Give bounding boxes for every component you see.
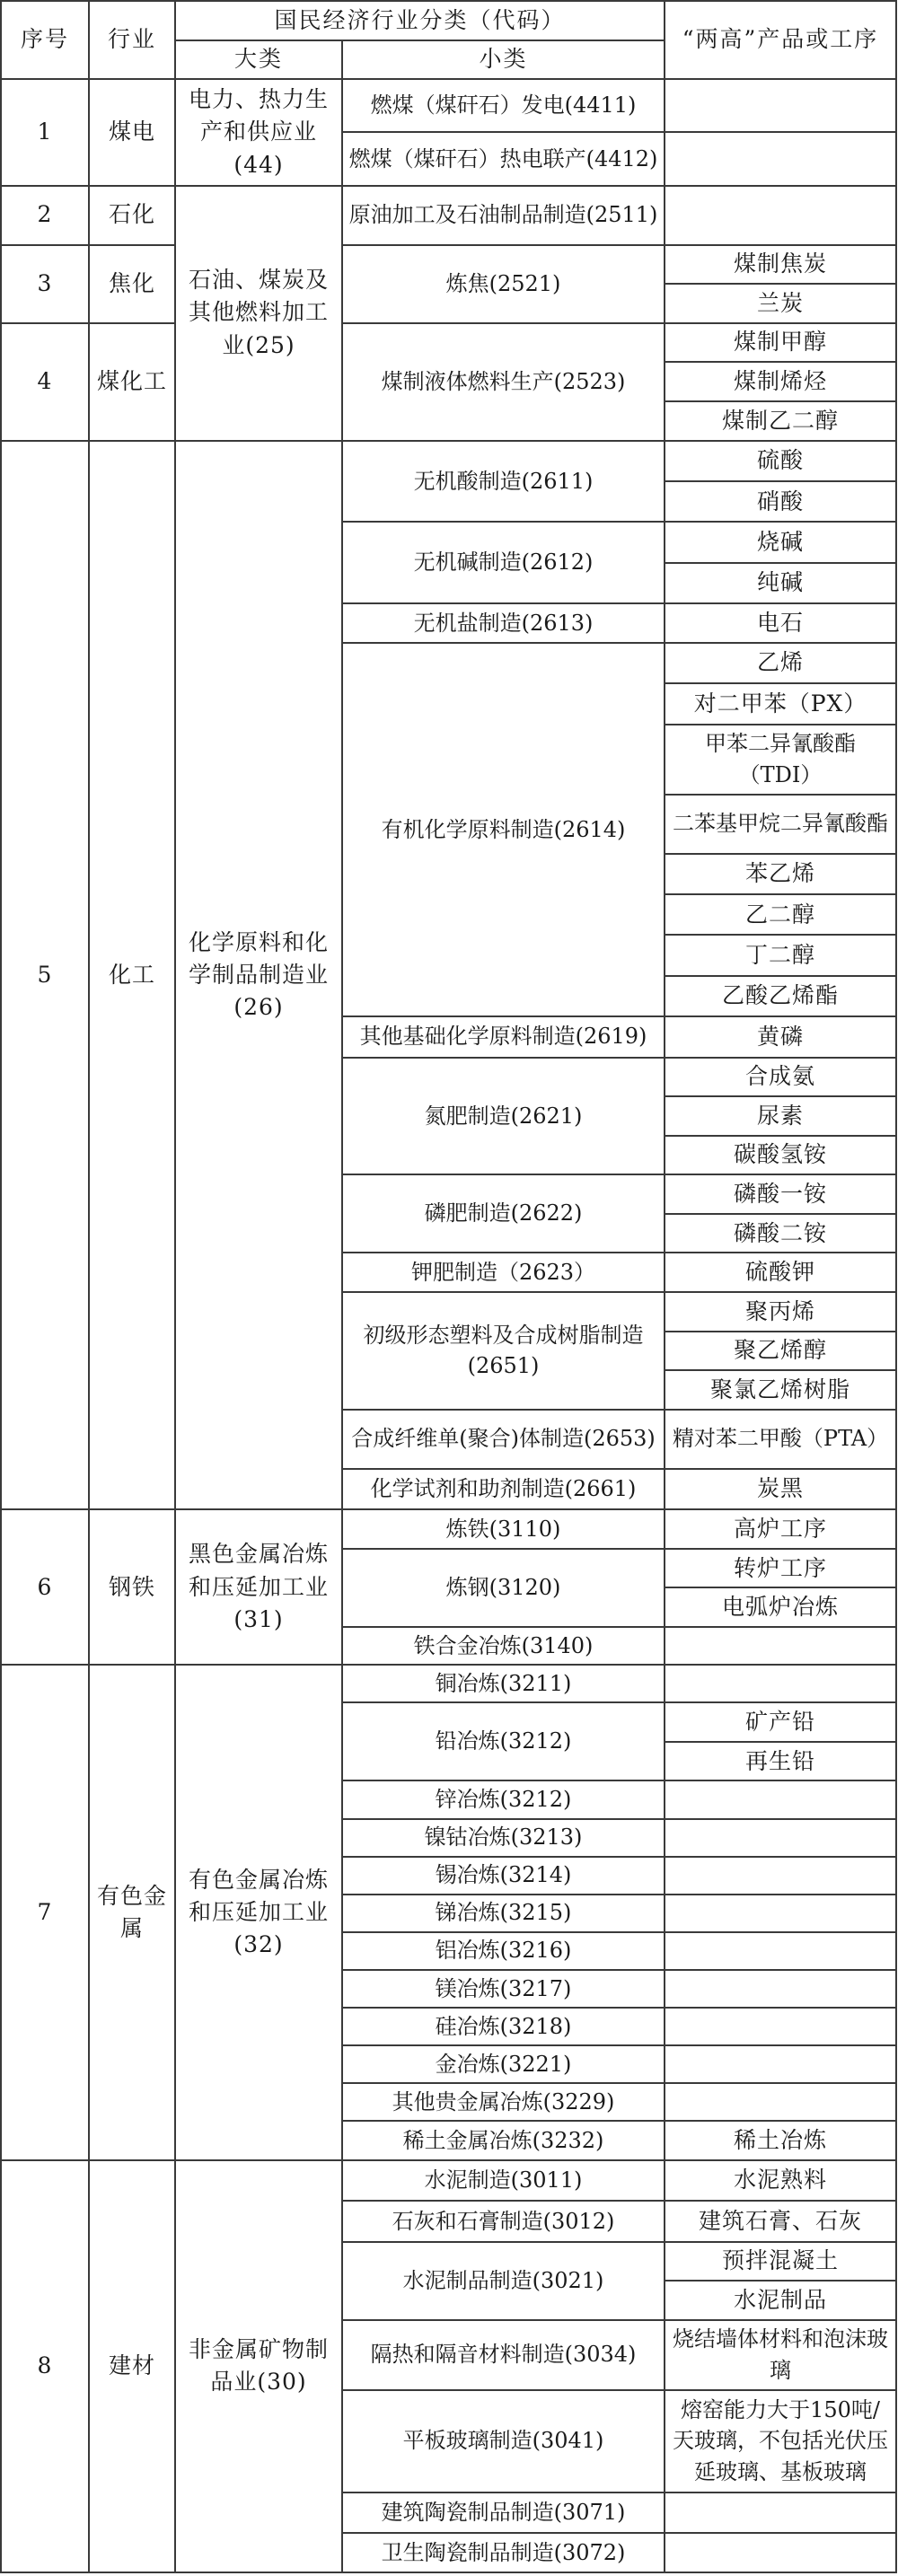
row-category: 非金属矿物制品业(30) bbox=[175, 2160, 342, 2572]
row-category: 化学原料和化学制品制造业(26) bbox=[175, 441, 342, 1510]
product-cell: 稀土冶炼 bbox=[665, 2121, 896, 2160]
row-category: 黑色金属冶炼和压延加工业(31) bbox=[175, 1509, 342, 1665]
subcategory-cell: 炼铁(3110) bbox=[342, 1509, 665, 1549]
product-cell bbox=[665, 1665, 896, 1702]
header-row bbox=[1, 1, 896, 40]
product-cell: 磷酸二铵 bbox=[665, 1214, 896, 1253]
subcategory-cell: 隔热和隔音材料制造(3034) bbox=[342, 2320, 665, 2390]
row-industry: 有色金属 bbox=[89, 1665, 175, 2160]
product-cell bbox=[665, 2045, 896, 2083]
product-cell: 再生铅 bbox=[665, 1742, 896, 1781]
product-cell bbox=[665, 1819, 896, 1857]
row-seq: 8 bbox=[1, 2160, 89, 2572]
product-cell: 尿素 bbox=[665, 1096, 896, 1136]
product-cell: 纯碱 bbox=[665, 563, 896, 603]
product-cell: 电弧炉冶炼 bbox=[665, 1587, 896, 1627]
product-cell: 硝酸 bbox=[665, 481, 896, 522]
product-cell bbox=[665, 1627, 896, 1665]
product-cell: 烧结墙体材料和泡沫玻璃 bbox=[665, 2320, 896, 2390]
product-cell: 电石 bbox=[665, 603, 896, 643]
header-industry: 行业 bbox=[89, 1, 175, 79]
subcategory-cell: 燃煤（煤矸石）发电(4411) bbox=[342, 79, 665, 132]
product-cell: 乙二醇 bbox=[665, 894, 896, 935]
subcategory-cell: 硅冶炼(3218) bbox=[342, 2008, 665, 2045]
subcategory-cell: 铅冶炼(3212) bbox=[342, 1702, 665, 1780]
product-cell: 聚丙烯 bbox=[665, 1292, 896, 1332]
product-cell bbox=[665, 1895, 896, 1932]
table-body bbox=[1, 1, 896, 2572]
product-cell: 对二甲苯（PX） bbox=[665, 683, 896, 724]
subcategory-cell: 石灰和石膏制造(3012) bbox=[342, 2201, 665, 2241]
table-row bbox=[1, 186, 896, 245]
row-category: 电力、热力生产和供应业(44) bbox=[175, 79, 342, 185]
product-cell: 转炉工序 bbox=[665, 1549, 896, 1588]
subcategory-cell: 水泥制品制造(3021) bbox=[342, 2242, 665, 2320]
product-cell: 精对苯二甲酸（PTA） bbox=[665, 1410, 896, 1469]
subcategory-cell: 氮肥制造(2621) bbox=[342, 1058, 665, 1175]
product-cell bbox=[665, 2492, 896, 2533]
row-industry: 煤化工 bbox=[89, 323, 175, 441]
product-cell: 矿产铅 bbox=[665, 1702, 896, 1742]
table-row bbox=[1, 441, 896, 481]
subcategory-cell: 镁冶炼(3217) bbox=[342, 1970, 665, 2008]
subcategory-cell: 平板玻璃制造(3041) bbox=[342, 2390, 665, 2492]
table-row bbox=[1, 1665, 896, 1702]
product-cell: 硫酸钾 bbox=[665, 1253, 896, 1292]
product-cell: 煤制烯烃 bbox=[665, 362, 896, 401]
row-industry: 建材 bbox=[89, 2160, 175, 2572]
table-row bbox=[1, 245, 896, 285]
product-cell: 硫酸 bbox=[665, 441, 896, 481]
product-cell bbox=[665, 1857, 896, 1895]
subcategory-cell: 原油加工及石油制品制造(2511) bbox=[342, 186, 665, 245]
header-seq: 序号 bbox=[1, 1, 89, 79]
subcategory-cell: 煤制液体燃料生产(2523) bbox=[342, 323, 665, 441]
product-cell bbox=[665, 186, 896, 245]
product-cell bbox=[665, 2083, 896, 2121]
product-cell: 黄磷 bbox=[665, 1016, 896, 1057]
product-cell: 合成氨 bbox=[665, 1058, 896, 1097]
header-classification: 国民经济行业分类（代码） bbox=[175, 1, 665, 40]
subcategory-cell: 稀土金属冶炼(3232) bbox=[342, 2121, 665, 2160]
product-cell: 丁二醇 bbox=[665, 935, 896, 975]
product-cell: 建筑石膏、石灰 bbox=[665, 2201, 896, 2241]
subcategory-cell: 化学试剂和助剂制造(2661) bbox=[342, 1469, 665, 1509]
product-cell: 高炉工序 bbox=[665, 1509, 896, 1549]
product-cell bbox=[665, 79, 896, 132]
subcategory-cell: 铜冶炼(3211) bbox=[342, 1665, 665, 1702]
subcategory-cell: 建筑陶瓷制品制造(3071) bbox=[342, 2492, 665, 2533]
subcategory-cell: 有机化学原料制造(2614) bbox=[342, 643, 665, 1016]
product-cell: 兰炭 bbox=[665, 284, 896, 323]
table-row bbox=[1, 2160, 896, 2201]
header-products: “两高”产品或工序 bbox=[665, 1, 896, 79]
subcategory-cell: 无机酸制造(2611) bbox=[342, 441, 665, 523]
product-cell: 聚氯乙烯树脂 bbox=[665, 1370, 896, 1410]
product-cell: 甲苯二异氰酸酯（TDI） bbox=[665, 725, 896, 795]
product-cell: 煤制焦炭 bbox=[665, 245, 896, 285]
product-cell: 煤制乙二醇 bbox=[665, 401, 896, 441]
row-category: 有色金属冶炼和压延加工业(32) bbox=[175, 1665, 342, 2160]
subcategory-cell: 其他基础化学原料制造(2619) bbox=[342, 1016, 665, 1057]
subcategory-cell: 铁合金冶炼(3140) bbox=[342, 1627, 665, 1665]
product-cell: 二苯基甲烷二异氰酸酯 bbox=[665, 795, 896, 854]
subcategory-cell: 水泥制造(3011) bbox=[342, 2160, 665, 2201]
product-cell: 水泥制品 bbox=[665, 2281, 896, 2320]
product-cell: 熔窑能力大于150吨/天玻璃，不包括光伏压延玻璃、基板玻璃 bbox=[665, 2390, 896, 2492]
subcategory-cell: 镍钴冶炼(3213) bbox=[342, 1819, 665, 1857]
row-industry: 化工 bbox=[89, 441, 175, 1510]
subcategory-cell: 炼钢(3120) bbox=[342, 1549, 665, 1627]
product-cell bbox=[665, 1970, 896, 2008]
product-cell bbox=[665, 1780, 896, 1818]
subcategory-cell: 锑冶炼(3215) bbox=[342, 1895, 665, 1932]
product-cell: 乙烯 bbox=[665, 643, 896, 683]
row-seq: 3 bbox=[1, 245, 89, 323]
row-industry: 煤电 bbox=[89, 79, 175, 185]
product-cell: 煤制甲醇 bbox=[665, 323, 896, 363]
row-seq: 4 bbox=[1, 323, 89, 441]
row-seq: 7 bbox=[1, 1665, 89, 2160]
header-category: 大类 bbox=[175, 40, 342, 80]
subcategory-cell: 炼焦(2521) bbox=[342, 245, 665, 323]
table-row bbox=[1, 323, 896, 363]
row-seq: 2 bbox=[1, 186, 89, 245]
product-cell bbox=[665, 1932, 896, 1970]
subcategory-cell: 锌冶炼(3212) bbox=[342, 1780, 665, 1818]
product-cell bbox=[665, 132, 896, 185]
row-seq: 5 bbox=[1, 441, 89, 1510]
product-cell: 炭黑 bbox=[665, 1469, 896, 1509]
product-cell: 苯乙烯 bbox=[665, 854, 896, 894]
header-subcategory: 小类 bbox=[342, 40, 665, 80]
subcategory-cell: 初级形态塑料及合成树脂制造(2651) bbox=[342, 1292, 665, 1410]
subcategory-cell: 金冶炼(3221) bbox=[342, 2045, 665, 2083]
product-cell: 预拌混凝土 bbox=[665, 2242, 896, 2281]
subcategory-cell: 其他贵金属冶炼(3229) bbox=[342, 2083, 665, 2121]
subcategory-cell: 锡冶炼(3214) bbox=[342, 1857, 665, 1895]
row-industry: 钢铁 bbox=[89, 1509, 175, 1665]
subcategory-cell: 燃煤（煤矸石）热电联产(4412) bbox=[342, 132, 665, 185]
table-row bbox=[1, 1509, 896, 1549]
subcategory-cell: 磷肥制造(2622) bbox=[342, 1174, 665, 1253]
product-cell: 聚乙烯醇 bbox=[665, 1332, 896, 1371]
product-cell: 碳酸氢铵 bbox=[665, 1136, 896, 1175]
product-cell: 磷酸一铵 bbox=[665, 1174, 896, 1214]
row-seq: 1 bbox=[1, 79, 89, 185]
subcategory-cell: 合成纤维单(聚合)体制造(2653) bbox=[342, 1410, 665, 1469]
product-cell: 烧碱 bbox=[665, 522, 896, 562]
product-cell: 乙酸乙烯酯 bbox=[665, 976, 896, 1016]
product-cell bbox=[665, 2533, 896, 2572]
subcategory-cell: 无机盐制造(2613) bbox=[342, 603, 665, 643]
row-category: 石油、煤炭及其他燃料加工业(25) bbox=[175, 186, 342, 441]
subcategory-cell: 卫生陶瓷制品制造(3072) bbox=[342, 2533, 665, 2572]
product-cell bbox=[665, 2008, 896, 2045]
subcategory-cell: 无机碱制造(2612) bbox=[342, 522, 665, 603]
row-seq: 6 bbox=[1, 1509, 89, 1665]
row-industry: 焦化 bbox=[89, 245, 175, 323]
product-cell: 水泥熟料 bbox=[665, 2160, 896, 2201]
subcategory-cell: 钾肥制造（2623） bbox=[342, 1253, 665, 1292]
table-row bbox=[1, 79, 896, 132]
subcategory-cell: 铝冶炼(3216) bbox=[342, 1932, 665, 1970]
row-industry: 石化 bbox=[89, 186, 175, 245]
